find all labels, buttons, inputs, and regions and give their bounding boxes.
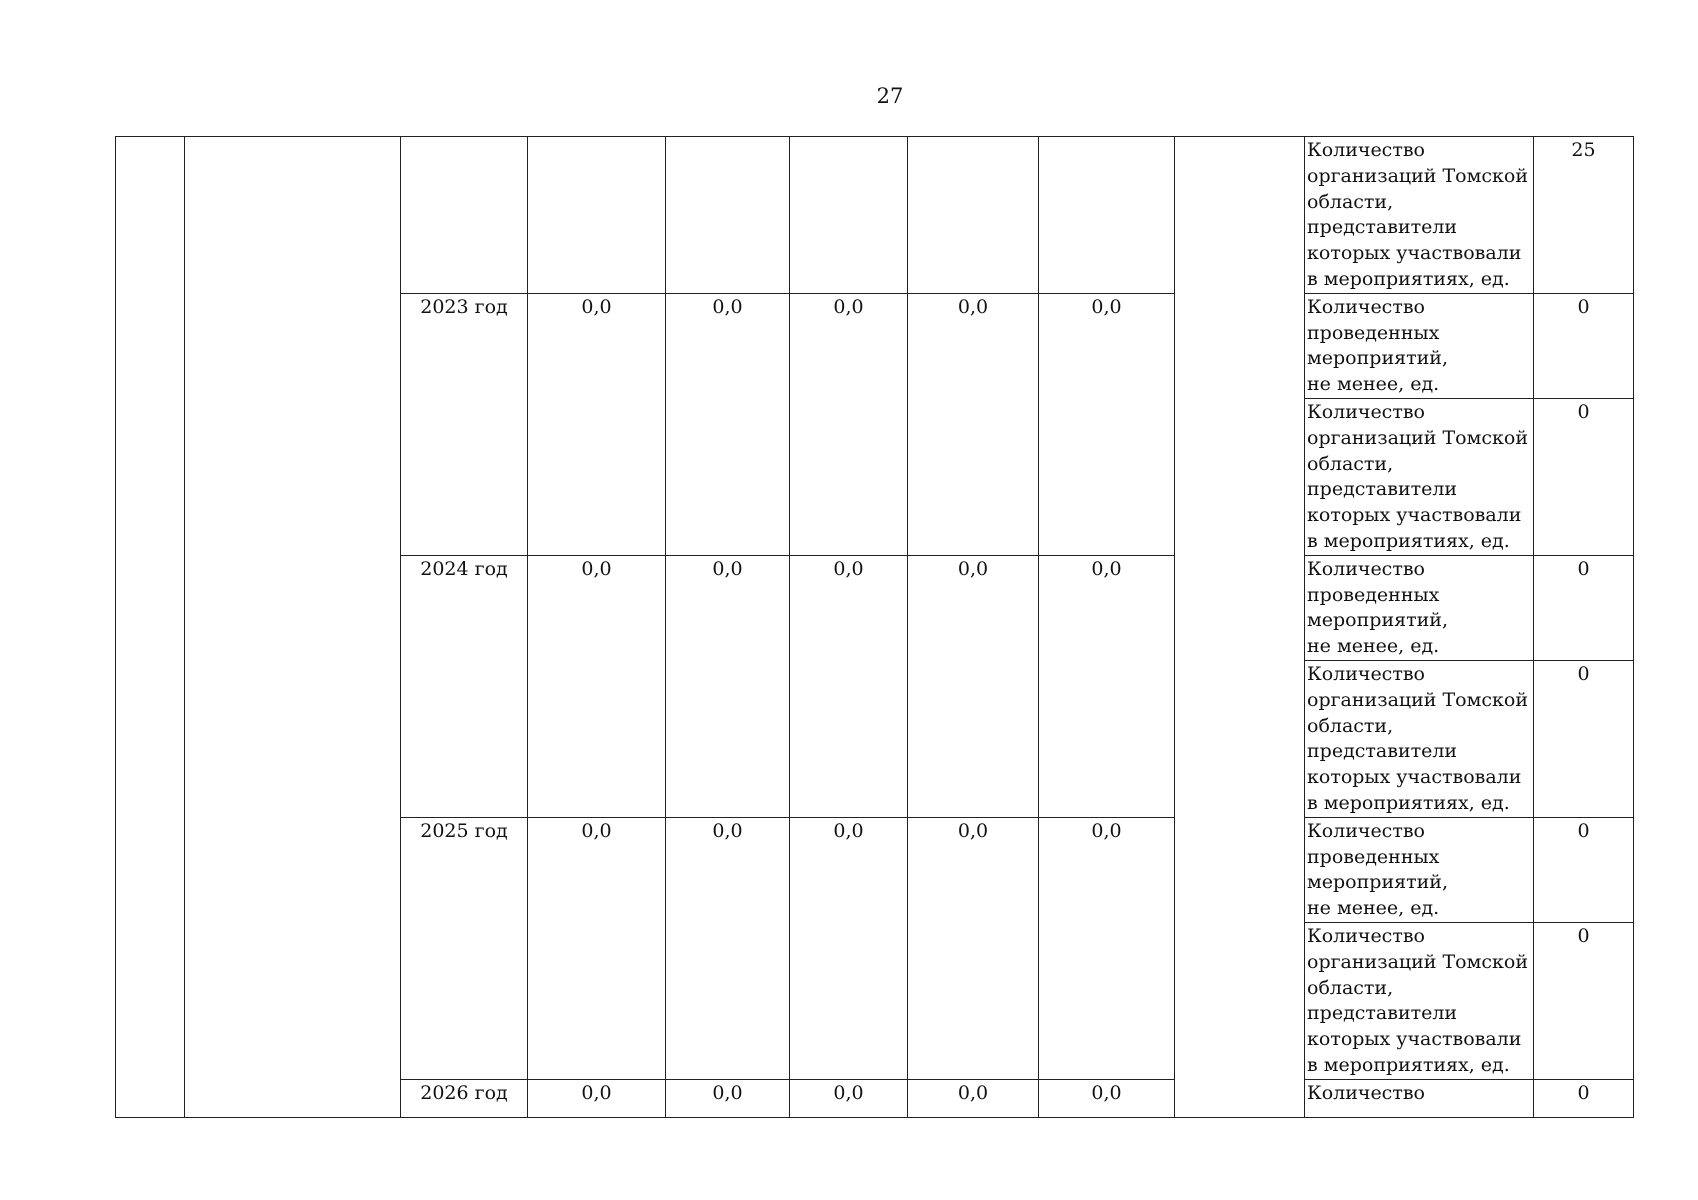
year-cell: 2023 год <box>401 293 528 555</box>
year-cell: 2026 год <box>401 1079 528 1117</box>
funding-federal-cell: 0,0 <box>666 817 790 1079</box>
funding-total-cell: 0,0 <box>528 555 666 817</box>
indicator-name-cell: Количество проведенных мероприятий, не менее, ед. <box>1305 817 1534 922</box>
funding-total-cell <box>528 137 666 294</box>
indicator-name-cell: Количество проведенных мероприятий, не менее, ед. <box>1305 293 1534 398</box>
year-cell <box>401 137 528 294</box>
year-cell: 2024 год <box>401 555 528 817</box>
funding-total-cell: 0,0 <box>528 817 666 1079</box>
funding-other-cell: 0,0 <box>1039 293 1175 555</box>
indicator-value-cell: 0 <box>1534 398 1634 555</box>
funding-federal-cell <box>666 137 790 294</box>
funding-local-cell <box>908 137 1039 294</box>
funding-other-cell: 0,0 <box>1039 555 1175 817</box>
funding-federal-cell: 0,0 <box>666 1079 790 1117</box>
funding-other-cell <box>1039 137 1175 294</box>
activity-name-cell <box>185 137 401 1118</box>
funding-other-cell: 0,0 <box>1039 1079 1175 1117</box>
indicator-name-cell: Количество <box>1305 1079 1534 1117</box>
indicator-value-cell: 0 <box>1534 1079 1634 1117</box>
indicator-name-cell: Количество проведенных мероприятий, не менее, ед. <box>1305 555 1534 660</box>
program-table <box>115 136 1634 1118</box>
number-cell <box>116 137 185 1118</box>
indicator-value-cell: 0 <box>1534 922 1634 1079</box>
indicator-value-cell: 0 <box>1534 293 1634 398</box>
indicator-name-cell: Количество организаций Томской области, представители которых участвовали в мероприятиях, ед. <box>1305 398 1534 555</box>
indicator-name-cell: Количество организаций Томской области, представители которых участвовали в мероприятиях, ед. <box>1305 922 1534 1079</box>
indicator-value-cell: 25 <box>1534 137 1634 294</box>
funding-regional-cell: 0,0 <box>790 817 908 1079</box>
funding-regional-cell <box>790 137 908 294</box>
funding-regional-cell: 0,0 <box>790 1079 908 1117</box>
table-row <box>116 137 1634 294</box>
indicator-name-cell: Количество организаций Томской области, представители которых участвовали в мероприятиях, ед. <box>1305 137 1534 294</box>
indicator-value-cell: 0 <box>1534 555 1634 660</box>
funding-local-cell: 0,0 <box>908 555 1039 817</box>
executor-cell <box>1175 137 1305 1118</box>
funding-local-cell: 0,0 <box>908 1079 1039 1117</box>
funding-total-cell: 0,0 <box>528 1079 666 1117</box>
funding-federal-cell: 0,0 <box>666 293 790 555</box>
year-cell: 2025 год <box>401 817 528 1079</box>
funding-total-cell: 0,0 <box>528 293 666 555</box>
funding-regional-cell: 0,0 <box>790 293 908 555</box>
funding-other-cell: 0,0 <box>1039 817 1175 1079</box>
funding-local-cell: 0,0 <box>908 293 1039 555</box>
indicator-value-cell: 0 <box>1534 817 1634 922</box>
page-number: 27 <box>876 84 904 108</box>
indicator-value-cell: 0 <box>1534 660 1634 817</box>
funding-local-cell: 0,0 <box>908 817 1039 1079</box>
indicator-name-cell: Количество организаций Томской области, представители которых участвовали в мероприятиях, ед. <box>1305 660 1534 817</box>
funding-regional-cell: 0,0 <box>790 555 908 817</box>
funding-federal-cell: 0,0 <box>666 555 790 817</box>
